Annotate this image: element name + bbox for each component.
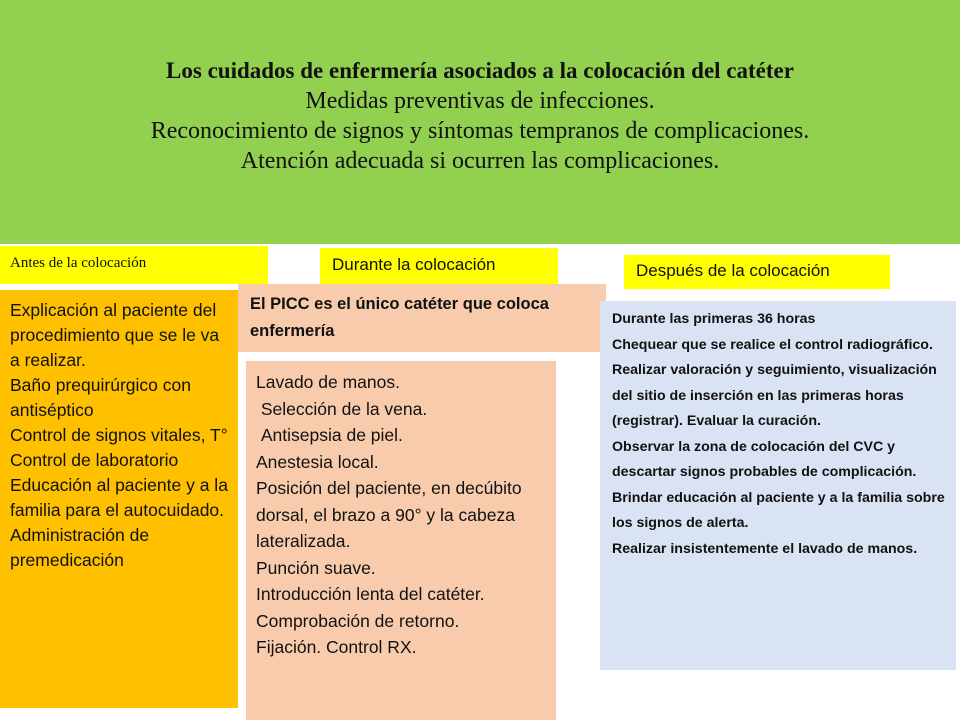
antes-item: Baño prequirúrgico con antiséptico bbox=[10, 375, 191, 420]
durante-item: Selección de la vena. bbox=[256, 398, 428, 419]
header-despues: Después de la colocación bbox=[624, 255, 890, 289]
durante-item: Lavado de manos. bbox=[256, 372, 400, 392]
header-durante: Durante la colocación bbox=[320, 248, 558, 284]
despues-item: Durante las primeras 36 horas bbox=[612, 311, 816, 327]
despues-list bbox=[600, 301, 956, 670]
durante-item: Anestesia local. bbox=[256, 451, 379, 472]
durante-item: Antisepsia de piel. bbox=[256, 425, 403, 445]
despues-item: Brindar educación al paciente y a la familia sobre los signos de alerta. bbox=[612, 489, 945, 531]
antes-item: Administración de premedicación bbox=[10, 525, 150, 570]
despues-item: Realizar valoración y seguimiento, visualización del sitio de inserción en las primeras horas (registrar). Evaluar la curación. bbox=[612, 362, 937, 429]
antes-item: Explicación al paciente del procedimiento que se le va a realizar. bbox=[10, 300, 220, 370]
durante-list bbox=[246, 361, 556, 720]
picc-note: El PICC es el único catéter que coloca enfermería bbox=[238, 284, 606, 352]
banner-line-1: Medidas preventivas de infecciones. bbox=[305, 88, 655, 114]
banner-line-2: Reconocimiento de signos y síntomas tempranos de complicaciones. bbox=[150, 118, 810, 144]
banner-title: Los cuidados de enfermería asociados a la colocación del catéter bbox=[166, 58, 794, 83]
durante-item: Punción suave. bbox=[256, 557, 376, 578]
durante-item: Fijación. Control RX. bbox=[256, 637, 417, 657]
antes-item: Control de signos vitales, T° bbox=[10, 425, 228, 445]
despues-item: Observar la zona de colocación del CVC y descartar signos probables de complicación. bbox=[612, 438, 917, 480]
durante-item: Introducción lenta del catéter. Comprobación de retorno. bbox=[256, 584, 485, 631]
title-banner bbox=[0, 0, 960, 244]
antes-list bbox=[0, 290, 238, 708]
antes-item: Educación al paciente y a la familia para el autocuidado. bbox=[10, 475, 228, 520]
header-antes: Antes de la colocación bbox=[0, 246, 268, 284]
durante-item: Posición del paciente, en decúbito dorsal, el brazo a 90° y la cabeza lateralizada. bbox=[256, 478, 522, 551]
antes-item: Control de laboratorio bbox=[10, 450, 179, 470]
banner-line-3: Atención adecuada si ocurren las complicaciones. bbox=[240, 148, 720, 174]
despues-item: Chequear que se realice el control radiográfico. bbox=[612, 336, 933, 353]
despues-item: Realizar insistentemente el lavado de manos. bbox=[612, 540, 918, 557]
